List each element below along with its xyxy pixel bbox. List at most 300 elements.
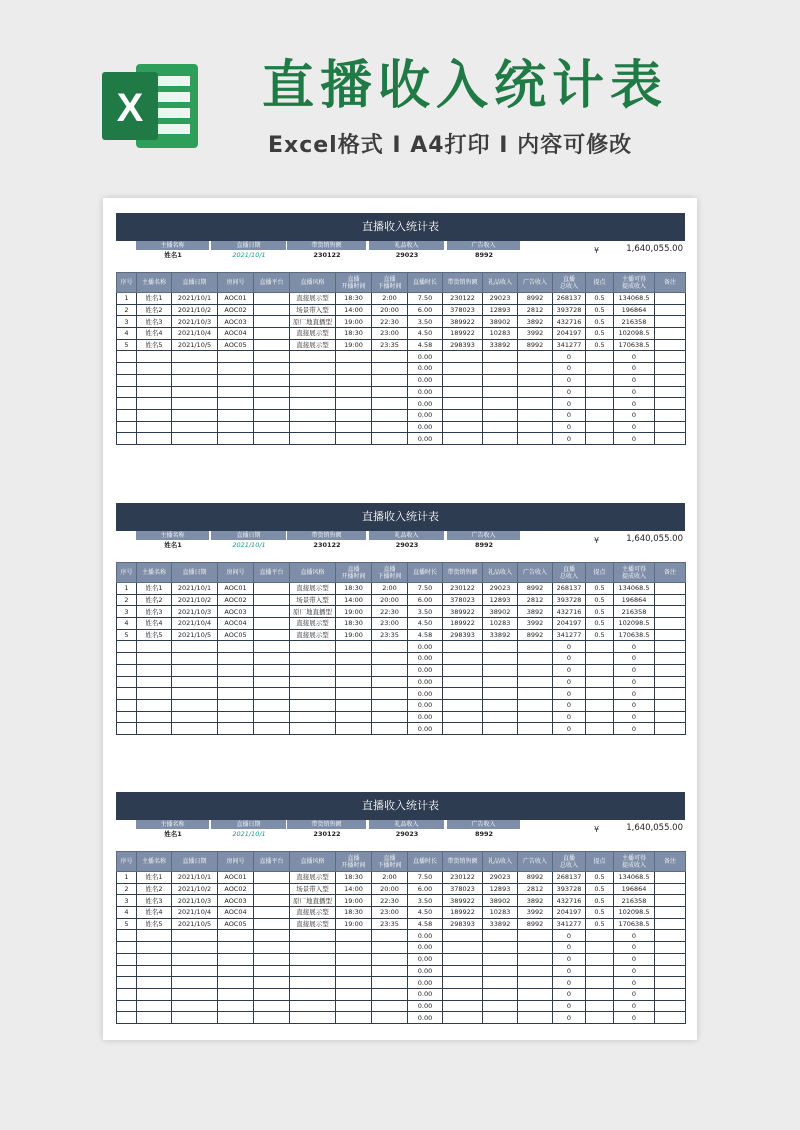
table-cell[interactable] — [218, 942, 254, 954]
table-cell[interactable]: 5 — [117, 339, 137, 351]
table-cell[interactable]: 38902 — [483, 895, 518, 907]
table-cell[interactable] — [655, 363, 686, 375]
table-cell[interactable] — [443, 723, 483, 735]
table-cell[interactable] — [137, 641, 172, 653]
table-cell[interactable] — [117, 699, 137, 711]
table-cell[interactable]: 23:00 — [372, 618, 408, 630]
table-cell[interactable]: 189922 — [443, 907, 483, 919]
table-cell[interactable]: 22:30 — [372, 606, 408, 618]
table-cell[interactable]: 0 — [553, 398, 586, 410]
table-cell[interactable] — [172, 699, 218, 711]
table-cell[interactable]: 3892 — [518, 895, 553, 907]
table-cell[interactable] — [218, 433, 254, 445]
table-cell[interactable] — [218, 641, 254, 653]
table-cell[interactable]: 216358 — [614, 316, 655, 328]
table-cell[interactable] — [655, 606, 686, 618]
table-cell[interactable] — [290, 653, 336, 665]
table-cell[interactable] — [254, 409, 290, 421]
table-cell[interactable]: 0 — [553, 1012, 586, 1024]
table-cell[interactable]: 3 — [117, 316, 137, 328]
table-cell[interactable] — [655, 398, 686, 410]
table-cell[interactable] — [254, 316, 290, 328]
table-cell[interactable] — [254, 339, 290, 351]
table-cell[interactable]: 2812 — [518, 883, 553, 895]
table-cell[interactable] — [586, 965, 614, 977]
table-cell[interactable]: 389922 — [443, 606, 483, 618]
table-cell[interactable]: 原厂地直播型 — [290, 316, 336, 328]
table-cell[interactable]: 204197 — [553, 907, 586, 919]
table-cell[interactable]: 直接展示型 — [290, 918, 336, 930]
table-cell[interactable]: 1 — [117, 872, 137, 884]
table-cell[interactable]: 0 — [614, 711, 655, 723]
table-cell[interactable] — [172, 930, 218, 942]
table-cell[interactable] — [117, 386, 137, 398]
table-cell[interactable]: 0.5 — [586, 594, 614, 606]
table-cell[interactable] — [117, 664, 137, 676]
table-cell[interactable] — [336, 688, 372, 700]
table-cell[interactable] — [518, 664, 553, 676]
table-cell[interactable] — [172, 409, 218, 421]
table-cell[interactable] — [172, 664, 218, 676]
table-cell[interactable] — [254, 942, 290, 954]
table-cell[interactable]: 0.00 — [408, 421, 443, 433]
table-cell[interactable]: 393728 — [553, 594, 586, 606]
table-cell[interactable] — [254, 606, 290, 618]
table-cell[interactable] — [372, 688, 408, 700]
table-cell[interactable]: AOC03 — [218, 895, 254, 907]
table-cell[interactable] — [117, 988, 137, 1000]
table-cell[interactable] — [336, 664, 372, 676]
table-cell[interactable] — [336, 942, 372, 954]
table-cell[interactable]: 0.00 — [408, 988, 443, 1000]
table-cell[interactable] — [655, 965, 686, 977]
table-cell[interactable]: 8992 — [518, 918, 553, 930]
table-cell[interactable]: 0.00 — [408, 653, 443, 665]
table-cell[interactable]: 189922 — [443, 328, 483, 340]
table-cell[interactable]: 姓名3 — [137, 895, 172, 907]
table-cell[interactable]: 204197 — [553, 328, 586, 340]
table-cell[interactable] — [254, 386, 290, 398]
table-cell[interactable]: 2:00 — [372, 293, 408, 305]
table-cell[interactable]: 12893 — [483, 883, 518, 895]
table-cell[interactable]: 393728 — [553, 304, 586, 316]
table-cell[interactable]: 2 — [117, 304, 137, 316]
table-cell[interactable]: 268137 — [553, 872, 586, 884]
table-cell[interactable]: 196864 — [614, 304, 655, 316]
table-cell[interactable] — [372, 699, 408, 711]
table-cell[interactable]: 20:00 — [372, 883, 408, 895]
table-cell[interactable]: 2021/10/3 — [172, 895, 218, 907]
table-cell[interactable] — [655, 988, 686, 1000]
table-cell[interactable] — [518, 374, 553, 386]
table-cell[interactable]: 0.5 — [586, 883, 614, 895]
table-cell[interactable] — [372, 374, 408, 386]
table-cell[interactable]: 2021/10/3 — [172, 606, 218, 618]
table-cell[interactable] — [172, 433, 218, 445]
table-cell[interactable]: 场景带入型 — [290, 883, 336, 895]
table-cell[interactable] — [655, 618, 686, 630]
table-cell[interactable] — [655, 930, 686, 942]
table-cell[interactable] — [218, 351, 254, 363]
table-cell[interactable] — [443, 942, 483, 954]
table-cell[interactable]: 4 — [117, 328, 137, 340]
table-cell[interactable]: 3992 — [518, 328, 553, 340]
table-cell[interactable]: 298393 — [443, 918, 483, 930]
table-cell[interactable] — [172, 398, 218, 410]
table-cell[interactable] — [483, 1000, 518, 1012]
table-cell[interactable] — [218, 977, 254, 989]
table-cell[interactable] — [483, 942, 518, 954]
table-cell[interactable] — [443, 1012, 483, 1024]
table-cell[interactable]: 298393 — [443, 629, 483, 641]
table-cell[interactable]: 姓名5 — [137, 918, 172, 930]
table-cell[interactable] — [137, 363, 172, 375]
table-cell[interactable] — [586, 977, 614, 989]
table-cell[interactable] — [218, 421, 254, 433]
table-cell[interactable]: 姓名4 — [137, 328, 172, 340]
table-cell[interactable] — [586, 433, 614, 445]
table-cell[interactable] — [655, 942, 686, 954]
table-cell[interactable]: 14:00 — [336, 883, 372, 895]
table-cell[interactable]: 1 — [117, 293, 137, 305]
table-cell[interactable] — [655, 339, 686, 351]
table-cell[interactable]: 姓名5 — [137, 339, 172, 351]
table-cell[interactable]: 378023 — [443, 883, 483, 895]
table-cell[interactable]: 0 — [553, 988, 586, 1000]
table-cell[interactable] — [290, 386, 336, 398]
table-cell[interactable]: 0 — [614, 351, 655, 363]
table-cell[interactable] — [443, 1000, 483, 1012]
table-cell[interactable]: 0 — [614, 723, 655, 735]
table-cell[interactable]: 0 — [614, 386, 655, 398]
table-cell[interactable] — [137, 723, 172, 735]
table-cell[interactable]: 268137 — [553, 583, 586, 595]
table-cell[interactable] — [254, 918, 290, 930]
table-cell[interactable] — [254, 953, 290, 965]
table-cell[interactable] — [117, 433, 137, 445]
table-cell[interactable] — [254, 374, 290, 386]
table-cell[interactable] — [290, 942, 336, 954]
table-cell[interactable]: 0.5 — [586, 895, 614, 907]
table-cell[interactable] — [655, 953, 686, 965]
table-cell[interactable]: 298393 — [443, 339, 483, 351]
table-cell[interactable] — [218, 988, 254, 1000]
table-cell[interactable] — [483, 688, 518, 700]
table-cell[interactable] — [290, 374, 336, 386]
table-cell[interactable] — [336, 699, 372, 711]
table-cell[interactable]: 0.00 — [408, 676, 443, 688]
table-cell[interactable] — [336, 653, 372, 665]
table-cell[interactable] — [372, 653, 408, 665]
table-cell[interactable]: 0.00 — [408, 433, 443, 445]
table-cell[interactable] — [172, 676, 218, 688]
table-cell[interactable]: 2812 — [518, 594, 553, 606]
table-cell[interactable] — [336, 363, 372, 375]
table-cell[interactable]: 3992 — [518, 907, 553, 919]
table-cell[interactable]: 场景带入型 — [290, 304, 336, 316]
table-cell[interactable] — [172, 363, 218, 375]
table-cell[interactable] — [518, 676, 553, 688]
table-cell[interactable] — [254, 351, 290, 363]
table-cell[interactable] — [218, 723, 254, 735]
table-cell[interactable] — [372, 942, 408, 954]
table-cell[interactable] — [336, 409, 372, 421]
table-cell[interactable] — [172, 1000, 218, 1012]
table-cell[interactable]: 0 — [614, 421, 655, 433]
table-cell[interactable]: 姓名2 — [137, 304, 172, 316]
table-cell[interactable] — [655, 583, 686, 595]
table-cell[interactable] — [254, 618, 290, 630]
table-cell[interactable]: 5 — [117, 629, 137, 641]
table-cell[interactable] — [586, 988, 614, 1000]
table-cell[interactable]: 2021/10/1 — [172, 293, 218, 305]
table-cell[interactable]: 102098.5 — [614, 907, 655, 919]
table-cell[interactable] — [254, 583, 290, 595]
table-cell[interactable]: 0 — [553, 1000, 586, 1012]
table-cell[interactable]: 23:00 — [372, 328, 408, 340]
table-cell[interactable]: 0 — [553, 699, 586, 711]
table-cell[interactable] — [483, 398, 518, 410]
table-cell[interactable] — [172, 723, 218, 735]
table-cell[interactable]: 0.00 — [408, 374, 443, 386]
table-cell[interactable] — [218, 398, 254, 410]
table-cell[interactable]: 0.5 — [586, 918, 614, 930]
table-cell[interactable]: 18:30 — [336, 907, 372, 919]
table-cell[interactable] — [586, 953, 614, 965]
table-cell[interactable] — [655, 664, 686, 676]
table-cell[interactable]: AOC02 — [218, 304, 254, 316]
table-cell[interactable] — [655, 918, 686, 930]
table-cell[interactable]: 170638.5 — [614, 918, 655, 930]
table-cell[interactable] — [290, 688, 336, 700]
table-cell[interactable] — [483, 421, 518, 433]
table-cell[interactable] — [518, 351, 553, 363]
table-cell[interactable]: 389922 — [443, 316, 483, 328]
table-cell[interactable] — [372, 664, 408, 676]
table-cell[interactable] — [586, 653, 614, 665]
table-cell[interactable] — [586, 398, 614, 410]
table-cell[interactable] — [586, 351, 614, 363]
table-cell[interactable] — [117, 409, 137, 421]
table-cell[interactable] — [290, 977, 336, 989]
table-cell[interactable]: 3892 — [518, 316, 553, 328]
table-cell[interactable]: 22:30 — [372, 316, 408, 328]
table-cell[interactable]: 0.00 — [408, 723, 443, 735]
table-cell[interactable]: 原厂地直播型 — [290, 606, 336, 618]
table-cell[interactable] — [336, 930, 372, 942]
table-cell[interactable] — [655, 594, 686, 606]
table-cell[interactable]: 4 — [117, 907, 137, 919]
table-cell[interactable]: 0 — [614, 988, 655, 1000]
table-cell[interactable] — [483, 930, 518, 942]
table-cell[interactable] — [290, 953, 336, 965]
table-cell[interactable]: 2021/10/1 — [172, 583, 218, 595]
table-cell[interactable] — [443, 386, 483, 398]
table-cell[interactable] — [254, 907, 290, 919]
table-cell[interactable] — [443, 965, 483, 977]
table-cell[interactable] — [254, 293, 290, 305]
table-cell[interactable] — [117, 374, 137, 386]
table-cell[interactable] — [518, 711, 553, 723]
table-cell[interactable]: 0 — [614, 699, 655, 711]
table-cell[interactable]: 0 — [614, 433, 655, 445]
table-cell[interactable]: 4.50 — [408, 618, 443, 630]
table-cell[interactable] — [372, 930, 408, 942]
table-cell[interactable] — [290, 699, 336, 711]
table-cell[interactable] — [290, 641, 336, 653]
table-cell[interactable] — [443, 421, 483, 433]
table-cell[interactable] — [172, 711, 218, 723]
table-cell[interactable]: 2021/10/4 — [172, 618, 218, 630]
table-cell[interactable] — [172, 421, 218, 433]
table-cell[interactable]: 4.50 — [408, 328, 443, 340]
table-cell[interactable]: 直接展示型 — [290, 583, 336, 595]
table-cell[interactable]: 5 — [117, 918, 137, 930]
table-cell[interactable] — [336, 374, 372, 386]
table-cell[interactable]: 2:00 — [372, 872, 408, 884]
table-cell[interactable] — [586, 386, 614, 398]
table-cell[interactable] — [483, 641, 518, 653]
table-cell[interactable] — [336, 676, 372, 688]
table-cell[interactable]: 8992 — [518, 629, 553, 641]
table-cell[interactable] — [172, 653, 218, 665]
table-cell[interactable] — [655, 629, 686, 641]
table-cell[interactable]: 19:00 — [336, 895, 372, 907]
table-cell[interactable] — [137, 398, 172, 410]
table-cell[interactable] — [172, 988, 218, 1000]
table-cell[interactable]: 20:00 — [372, 304, 408, 316]
table-cell[interactable] — [254, 1000, 290, 1012]
table-cell[interactable]: 18:30 — [336, 293, 372, 305]
table-cell[interactable]: 姓名3 — [137, 316, 172, 328]
table-cell[interactable]: 0.00 — [408, 699, 443, 711]
table-cell[interactable]: 4.58 — [408, 918, 443, 930]
table-cell[interactable] — [117, 363, 137, 375]
table-cell[interactable] — [443, 653, 483, 665]
table-cell[interactable] — [443, 374, 483, 386]
table-cell[interactable] — [483, 953, 518, 965]
table-cell[interactable] — [290, 930, 336, 942]
table-cell[interactable] — [483, 351, 518, 363]
table-cell[interactable] — [483, 965, 518, 977]
table-cell[interactable]: AOC03 — [218, 606, 254, 618]
table-cell[interactable]: 0 — [553, 688, 586, 700]
table-cell[interactable]: 2021/10/1 — [172, 872, 218, 884]
table-cell[interactable]: 0.00 — [408, 351, 443, 363]
table-cell[interactable] — [518, 1012, 553, 1024]
table-cell[interactable]: 196864 — [614, 883, 655, 895]
table-cell[interactable]: 0.5 — [586, 293, 614, 305]
table-cell[interactable] — [137, 1000, 172, 1012]
table-cell[interactable] — [137, 374, 172, 386]
table-cell[interactable] — [655, 304, 686, 316]
table-cell[interactable] — [172, 942, 218, 954]
table-cell[interactable]: 216358 — [614, 895, 655, 907]
table-cell[interactable] — [172, 977, 218, 989]
table-cell[interactable]: 0 — [614, 363, 655, 375]
table-cell[interactable] — [137, 433, 172, 445]
table-cell[interactable]: 0 — [614, 676, 655, 688]
table-cell[interactable] — [483, 664, 518, 676]
table-cell[interactable] — [254, 688, 290, 700]
table-cell[interactable] — [443, 953, 483, 965]
table-cell[interactable] — [586, 1012, 614, 1024]
table-cell[interactable] — [254, 711, 290, 723]
table-cell[interactable] — [483, 977, 518, 989]
table-cell[interactable]: 0 — [614, 374, 655, 386]
table-cell[interactable]: 0.00 — [408, 1012, 443, 1024]
table-cell[interactable] — [117, 641, 137, 653]
table-cell[interactable]: 2021/10/5 — [172, 629, 218, 641]
table-cell[interactable]: 0 — [553, 653, 586, 665]
table-cell[interactable] — [254, 883, 290, 895]
table-cell[interactable]: 0.00 — [408, 953, 443, 965]
table-cell[interactable]: 2021/10/5 — [172, 918, 218, 930]
table-cell[interactable] — [172, 965, 218, 977]
table-cell[interactable] — [254, 653, 290, 665]
table-cell[interactable] — [518, 965, 553, 977]
table-cell[interactable]: AOC05 — [218, 918, 254, 930]
table-cell[interactable]: 4.50 — [408, 907, 443, 919]
table-cell[interactable] — [586, 942, 614, 954]
table-cell[interactable] — [137, 386, 172, 398]
table-cell[interactable]: 直接展示型 — [290, 629, 336, 641]
table-cell[interactable]: 8992 — [518, 293, 553, 305]
table-cell[interactable] — [655, 883, 686, 895]
table-cell[interactable] — [254, 676, 290, 688]
table-cell[interactable] — [254, 641, 290, 653]
table-cell[interactable]: 姓名2 — [137, 883, 172, 895]
table-cell[interactable] — [483, 699, 518, 711]
table-cell[interactable]: 0.5 — [586, 618, 614, 630]
table-cell[interactable] — [117, 711, 137, 723]
table-cell[interactable]: 姓名5 — [137, 629, 172, 641]
table-cell[interactable]: 1 — [117, 583, 137, 595]
table-cell[interactable]: 6.00 — [408, 304, 443, 316]
table-cell[interactable] — [483, 363, 518, 375]
table-cell[interactable] — [655, 351, 686, 363]
table-cell[interactable] — [218, 711, 254, 723]
table-cell[interactable]: 14:00 — [336, 304, 372, 316]
table-cell[interactable] — [290, 723, 336, 735]
table-cell[interactable] — [137, 699, 172, 711]
table-cell[interactable] — [137, 688, 172, 700]
table-cell[interactable] — [172, 386, 218, 398]
table-cell[interactable]: 0.5 — [586, 606, 614, 618]
table-cell[interactable]: 23:35 — [372, 918, 408, 930]
table-cell[interactable] — [218, 363, 254, 375]
table-cell[interactable] — [518, 953, 553, 965]
table-cell[interactable]: AOC03 — [218, 316, 254, 328]
table-cell[interactable] — [483, 1012, 518, 1024]
table-cell[interactable]: 0 — [614, 953, 655, 965]
table-cell[interactable] — [372, 1000, 408, 1012]
table-cell[interactable]: 0 — [553, 977, 586, 989]
table-cell[interactable] — [290, 664, 336, 676]
table-cell[interactable] — [290, 988, 336, 1000]
table-cell[interactable] — [254, 977, 290, 989]
table-cell[interactable]: 0 — [614, 653, 655, 665]
table-cell[interactable] — [518, 930, 553, 942]
table-cell[interactable]: 0 — [614, 409, 655, 421]
table-cell[interactable]: 0.00 — [408, 386, 443, 398]
table-cell[interactable]: 0.5 — [586, 907, 614, 919]
table-cell[interactable] — [117, 965, 137, 977]
table-cell[interactable] — [218, 1012, 254, 1024]
table-cell[interactable]: 0 — [553, 433, 586, 445]
table-cell[interactable] — [254, 304, 290, 316]
table-cell[interactable] — [655, 328, 686, 340]
